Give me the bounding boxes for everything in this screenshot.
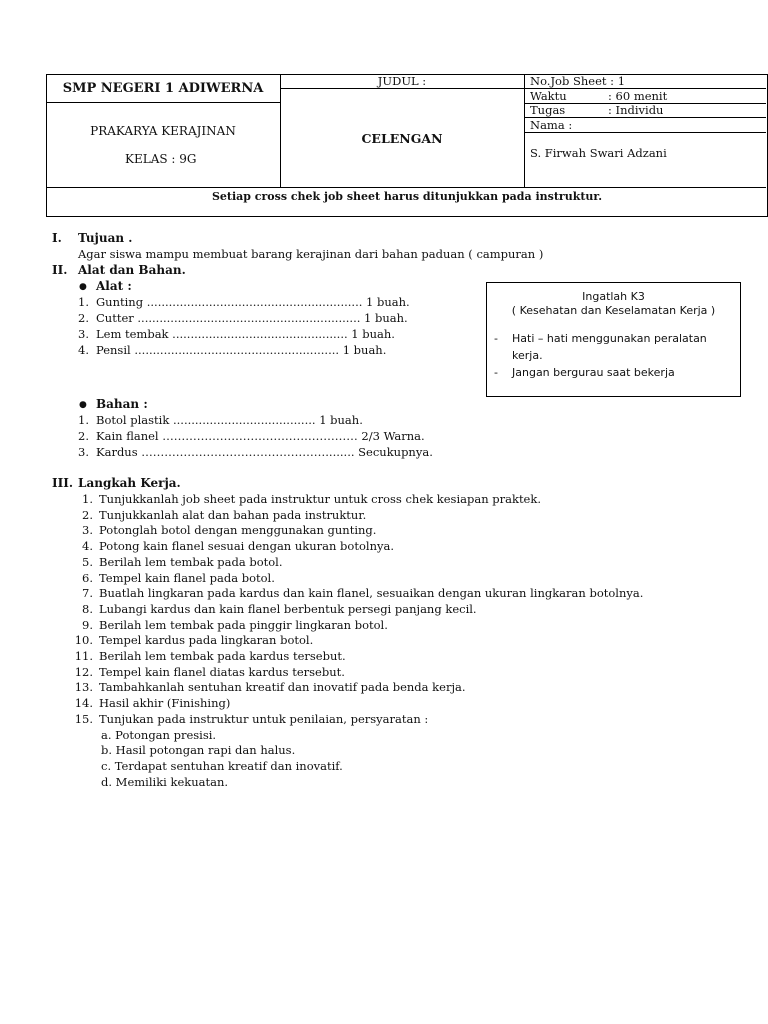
alat-number: 1.: [78, 295, 89, 309]
alat-title: Alat :: [96, 279, 132, 293]
notice-text: Setiap cross chek job sheet harus ditunjukkan pada instruktur.: [211, 190, 603, 203]
step-text: Tunjukkanlah alat dan bahan pada instruktur.: [99, 507, 367, 522]
alat-item: Cutter ............................................................. 1 buah.: [96, 311, 408, 325]
step-number: 4.: [82, 539, 93, 554]
k3-item: Jangan bergurau saat bekerja: [512, 366, 675, 379]
header-divider: [524, 132, 766, 133]
nama-label: Nama :: [530, 118, 573, 132]
job-sheet-number: No.Job Sheet : 1: [530, 74, 626, 88]
step-number: 14.: [74, 696, 93, 711]
k3-subtitle: ( Kesehatan dan Keselamatan Kerja ): [511, 304, 716, 317]
step-number: 7.: [82, 586, 93, 601]
bullet-icon: ●: [79, 400, 87, 410]
section-title-alat-bahan: Alat dan Bahan.: [78, 263, 186, 277]
step-text: Tempel kain flanel diatas kardus tersebut.: [99, 664, 345, 679]
student-name: S. Firwah Swari Adzani: [530, 146, 667, 160]
job-title: CELENGAN: [361, 131, 443, 146]
step-number: 15.: [74, 711, 93, 726]
alat-item: Gunting ........................................................... 1 buah.: [96, 295, 410, 309]
bullet-icon: ●: [79, 282, 87, 292]
school-name: SMP NEGERI 1 ADIWERNA: [62, 81, 264, 96]
step-number: 11.: [74, 649, 93, 663]
tugas-label: Tugas: [530, 103, 566, 117]
requirement-item: d. Memiliki kekuatan.: [101, 774, 229, 789]
header-divider: [46, 102, 280, 103]
header-divider: [46, 187, 766, 188]
bahan-number: 3.: [78, 445, 89, 459]
dash-bullet: -: [494, 366, 498, 379]
class-label: KELAS : 9G: [125, 152, 197, 166]
subject-name: PRAKARYA KERAJINAN: [90, 124, 236, 138]
section-number: I.: [52, 231, 62, 245]
k3-item-continued: kerja.: [512, 349, 543, 362]
judul-label: JUDUL :: [377, 74, 427, 88]
step-text: Tempel kardus pada lingkaran botol.: [99, 633, 314, 648]
step-text: Lubangi kardus dan kain flanel berbentuk persegi panjang kecil.: [99, 601, 477, 616]
step-number: 12.: [74, 664, 93, 679]
alat-number: 2.: [78, 311, 89, 325]
bahan-item: Botol plastik ....................................... 1 buah.: [96, 413, 363, 427]
step-text: Berilah lem tembak pada pinggir lingkaran botol.: [99, 617, 388, 632]
step-text: Tunjukkanlah job sheet pada instruktur untuk cross chek kesiapan praktek.: [99, 492, 541, 506]
bahan-title: Bahan :: [96, 397, 148, 411]
step-number: 6.: [82, 570, 93, 585]
step-number: 8.: [82, 601, 93, 616]
step-text: Tambahkanlah sentuhan kreatif dan inovatif pada benda kerja.: [99, 680, 466, 695]
alat-item: Lem tembak ................................................ 1 buah.: [96, 327, 395, 341]
waktu-label: Waktu: [530, 89, 567, 103]
k3-reminder-box: [486, 282, 741, 397]
step-number: 5.: [82, 554, 93, 569]
step-text: Hasil akhir (Finishing): [99, 696, 231, 711]
section-number: II.: [52, 263, 68, 277]
bahan-number: 2.: [78, 429, 89, 443]
step-number: 3.: [82, 523, 93, 538]
step-text: Potonglah botol dengan menggunakan gunting.: [99, 523, 377, 538]
bahan-item: Kardus …………………………………………........ Secukupnya.: [96, 445, 433, 459]
bahan-number: 1.: [78, 413, 89, 427]
step-text: Tunjukan pada instruktur untuk penilaian, persyaratan :: [99, 711, 429, 726]
step-number: 13.: [74, 680, 93, 695]
tujuan-text: Agar siswa mampu membuat barang kerajinan dari bahan paduan ( campuran ): [78, 247, 544, 261]
step-text: Berilah lem tembak pada kardus tersebut.: [99, 649, 346, 663]
k3-item: Hati – hati menggunakan peralatan: [512, 332, 707, 345]
waktu-value: : 60 menit: [608, 89, 668, 103]
step-text: Buatlah lingkaran pada kardus dan kain flanel, sesuaikan dengan ukuran lingkaran botolnya.: [99, 586, 644, 601]
bahan-item: Kain flanel …………………………………………… 2/3 Warna.: [96, 429, 425, 443]
section-number: III.: [52, 476, 74, 490]
step-number: 9.: [82, 617, 93, 632]
k3-title: Ingatlah K3: [582, 290, 645, 303]
requirement-item: a. Potongan presisi.: [101, 727, 217, 742]
requirement-item: c. Terdapat sentuhan kreatif dan inovatif.: [101, 758, 343, 773]
step-number: 10.: [74, 633, 93, 648]
step-number: 2.: [82, 507, 93, 522]
header-divider: [524, 74, 525, 187]
dash-bullet: -: [494, 332, 498, 345]
section-title-tujuan: Tujuan .: [78, 231, 133, 245]
alat-number: 4.: [78, 343, 89, 357]
step-number: 1.: [82, 492, 93, 506]
step-text: Potong kain flanel sesuai dengan ukuran botolnya.: [99, 539, 394, 554]
step-text: Berilah lem tembak pada botol.: [99, 554, 283, 569]
step-text: Tempel kain flanel pada botol.: [99, 570, 275, 585]
requirement-item: b. Hasil potongan rapi dan halus.: [101, 743, 296, 758]
section-title-langkah: Langkah Kerja.: [78, 476, 181, 490]
tugas-value: : Individu: [608, 103, 664, 117]
header-divider: [280, 88, 524, 89]
alat-item: Pensil ........................................................ 1 buah.: [96, 343, 387, 357]
alat-number: 3.: [78, 327, 89, 341]
